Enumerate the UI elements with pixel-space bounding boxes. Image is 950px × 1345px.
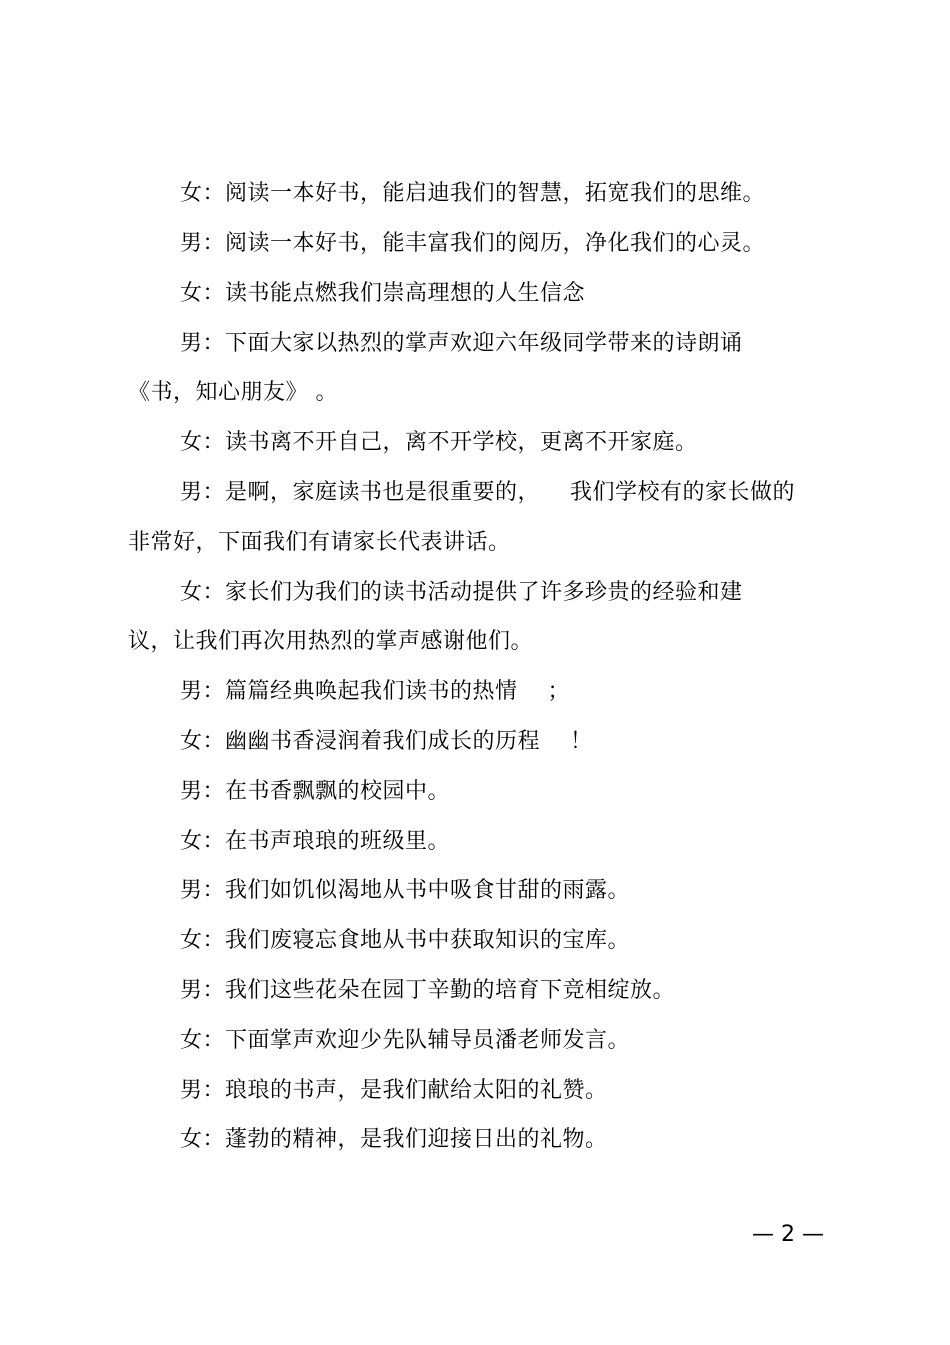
script-line-2: 男：阅读一本好书，能丰富我们的阅历，净化我们的心灵。 xyxy=(180,231,766,256)
script-line-20: 女：蓬勃的精神，是我们迎接日出的礼物。 xyxy=(180,1127,608,1152)
script-line-16: 女：我们废寝忘食地从书中获取知识的宝库。 xyxy=(180,928,631,953)
script-line-6: 女：读书离不开自己，离不开学校，更离不开家庭。 xyxy=(180,430,698,455)
script-line-18: 女：下面掌声欢迎少先队辅导员潘老师发言。 xyxy=(180,1028,631,1053)
script-line-5: 《书，知心朋友》 。 xyxy=(128,380,338,405)
script-line-9: 女：家长们为我们的读书活动提供了许多珍贵的经验和建 xyxy=(180,580,743,605)
page-number: — 2 — xyxy=(752,1222,824,1247)
script-line-8: 非常好，下面我们有请家长代表讲话。 xyxy=(128,530,511,555)
script-line-19: 男：琅琅的书声，是我们献给太阳的礼赞。 xyxy=(180,1078,608,1103)
script-line-7: 男：是啊，家庭读书也是很重要的， 我们学校有的家长做的 xyxy=(180,480,795,505)
script-line-3: 女：读书能点燃我们崇高理想的人生信念 xyxy=(180,281,586,306)
script-line-12: 女：幽幽书香浸润着我们成长的历程 ！ xyxy=(180,729,593,754)
script-line-17: 男：我们这些花朵在园丁辛勤的培育下竞相绽放。 xyxy=(180,978,676,1003)
script-line-4: 男：下面大家以热烈的掌声欢迎六年级同学带来的诗朗诵 xyxy=(180,331,743,356)
script-line-10: 议，让我们再次用热烈的掌声感谢他们。 xyxy=(128,629,534,654)
script-line-15: 男：我们如饥似渴地从书中吸食甘甜的雨露。 xyxy=(180,878,631,903)
script-line-1: 女：阅读一本好书，能启迪我们的智慧，拓宽我们的思维。 xyxy=(180,181,766,206)
script-line-13: 男：在书香飘飘的校园中。 xyxy=(180,779,451,804)
script-line-14: 女：在书声琅琅的班级里。 xyxy=(180,829,451,854)
script-line-11: 男：篇篇经典唤起我们读书的热情 ； xyxy=(180,679,570,704)
